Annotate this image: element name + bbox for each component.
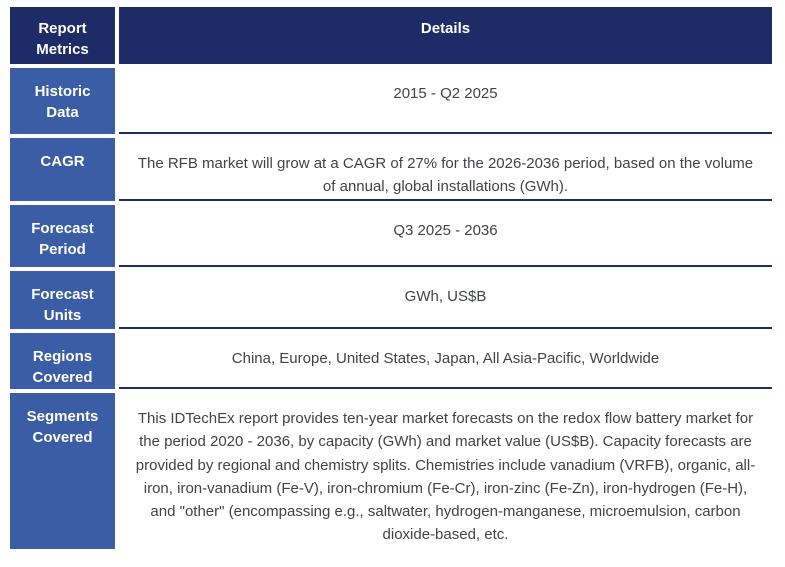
details-column-header: Details bbox=[119, 7, 772, 64]
row-detail-segments-covered: This IDTechEx report provides ten-year market forecasts on the redox flow battery market for the period 2020 - 2036, by capacity (GWh) and market value (US$B). Capacity forecasts are provided by regional and chemistry splits. Chemistries include vanadium (VRFB), organic, all-iron, iron-vanadium (Fe-V), iron-chromium (Fe-Cr), iron-zinc (Fe-Zn), iron-hydrogen (Fe-H), and "other" (encompassing e.g., saltwater, hydrogen-manganese, microemulsion, carbon dioxide-based, etc. bbox=[119, 393, 772, 549]
row-label-regions-covered: Regions Covered bbox=[10, 333, 115, 389]
row-label-forecast-period: Forecast Period bbox=[10, 205, 115, 267]
report-metrics-table bbox=[10, 7, 772, 549]
row-detail-forecast-period: Q3 2025 - 2036 bbox=[119, 205, 772, 267]
row-label-historic-data: Historic Data bbox=[10, 68, 115, 134]
row-label-forecast-units: Forecast Units bbox=[10, 271, 115, 329]
metrics-column-header: Report Metrics bbox=[10, 7, 115, 64]
row-detail-cagr: The RFB market will grow at a CAGR of 27% for the 2026-2036 period, based on the volume of annual, global installations (GWh). bbox=[119, 138, 772, 201]
row-label-segments-covered: Segments Covered bbox=[10, 393, 115, 549]
row-label-cagr: CAGR bbox=[10, 138, 115, 201]
row-detail-forecast-units: GWh, US$B bbox=[119, 271, 772, 329]
row-detail-historic-data: 2015 - Q2 2025 bbox=[119, 68, 772, 134]
row-detail-regions-covered: China, Europe, United States, Japan, All Asia-Pacific, Worldwide bbox=[119, 333, 772, 389]
